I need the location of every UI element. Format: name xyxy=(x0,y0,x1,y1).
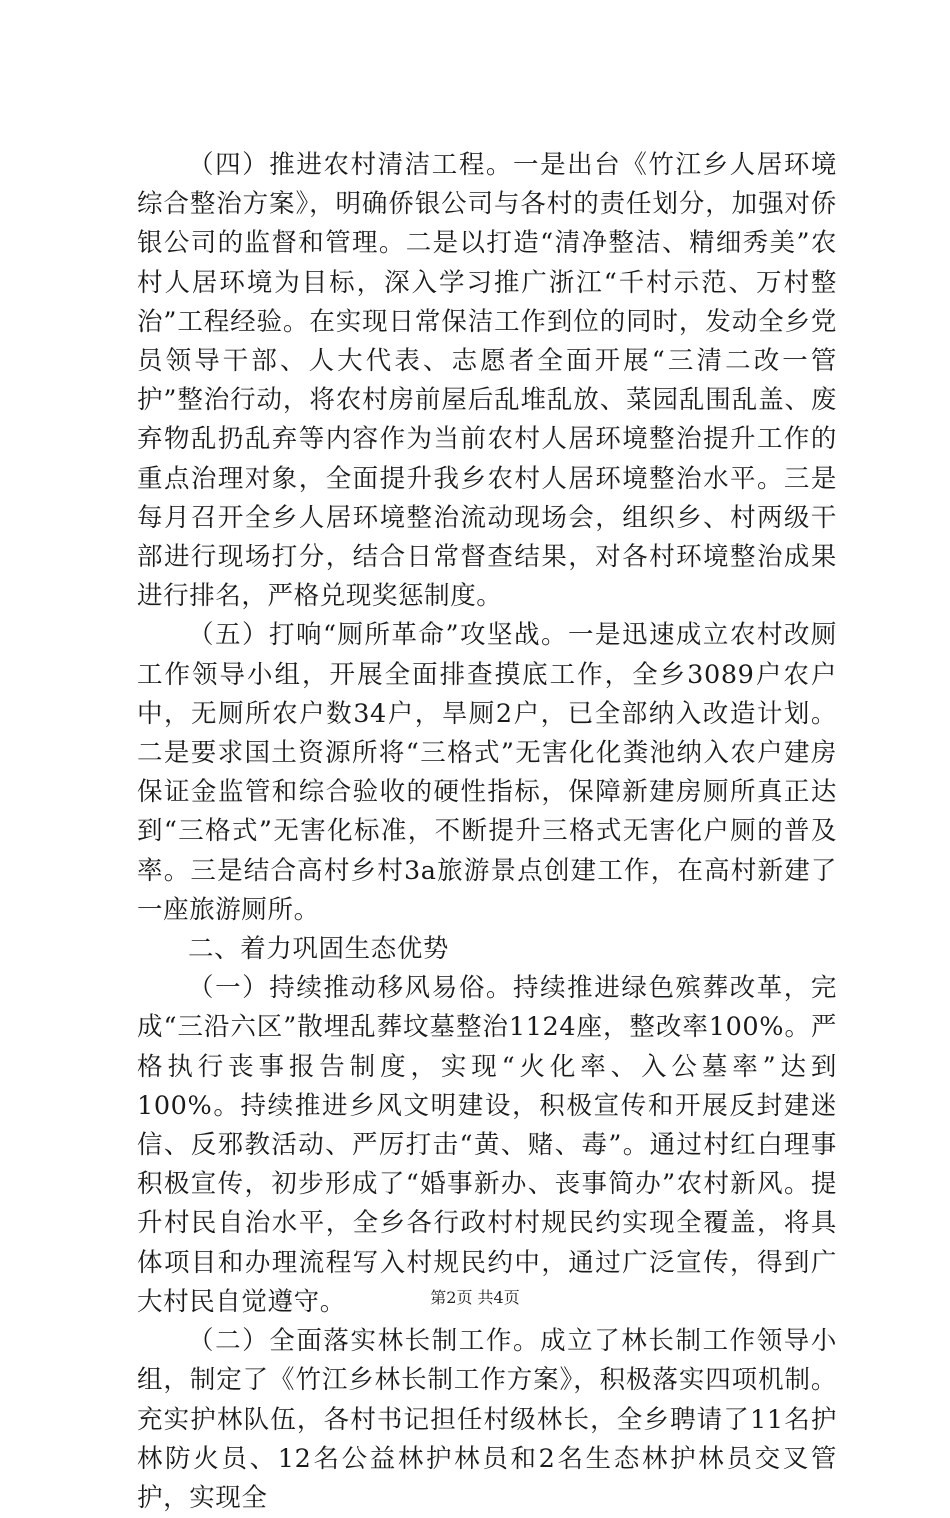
paragraph-forest-chief: （二）全面落实林长制工作。成立了林长制工作领导小组，制定了《竹江乡林长制工作方案》，积极落实四项机制。充实护林队伍，各村书记担任村级林长，全乡聘请了11名护林防火员、12名公益林护林员和2名生态林护林员交叉管护，实现全 xyxy=(137,1326,837,1513)
page-number-footer: 第2页 共4页 xyxy=(430,1288,520,1307)
paragraph-customs-reform: （一）持续推动移风易俗。持续推进绿色殡葬改革，完成“三沿六区”散埋乱葬坟墓整治1124座，整改率100%。严格执行丧事报告制度，实现“火化率、入公墓率”达到100%。持续推进乡风文明建设，积极宣传和开展反封建迷信、反邪教活动、严厉打击“黄、赌、毒”。通过村红白理事积极宣传，初步形成了“婚事新办、丧事简办”农村新风。提升村民自治水平，全乡各行政村村规民约实现全覆盖，将具体项目和办理流程写入村规民约中，通过广泛宣传，得到广大村民自觉遵守。 xyxy=(137,973,837,1317)
paragraph-toilet-revolution: （五）打响“厕所革命”攻坚战。一是迅速成立农村改厕工作领导小组，开展全面排查摸底工作，全乡3089户农户中，无厕所农户数34户，旱厕2户，已全部纳入改造计划。二是要求国土资源所将“三格式”无害化化粪池纳入农户建房保证金监管和综合验收的硬性指标，保障新建房厕所真正达到“三格式”无害化标准，不断提升三格式无害化户厕的普及率。三是结合高村乡村3a旅游景点创建工作，在高村新建了一座旅游厕所。 xyxy=(137,620,837,925)
section-heading-ecology: 二、着力巩固生态优势 xyxy=(188,934,450,965)
document-body xyxy=(137,146,837,1518)
paragraph-rural-cleaning: （四）推进农村清洁工程。一是出台《竹江乡人居环境综合整治方案》，明确侨银公司与各村的责任划分，加强对侨银公司的监督和管理。二是以打造“清净整洁、精细秀美”农村人居环境为目标，深入学习推广浙江“千村示范、万村整治”工程经验。在实现日常保洁工作到位的同时，发动全乡党员领导干部、人大代表、志愿者全面开展“三清二改一管护”整治行动，将农村房前屋后乱堆乱放、菜园乱围乱盖、废弃物乱扔乱弃等内容作为当前农村人居环境整治提升工作的重点治理对象，全面提升我乡农村人居环境整治水平。三是每月召开全乡人居环境整治流动现场会，组织乡、村两级干部进行现场打分，结合日常督查结果，对各村环境整治成果进行排名，严格兑现奖惩制度。 xyxy=(137,150,837,612)
